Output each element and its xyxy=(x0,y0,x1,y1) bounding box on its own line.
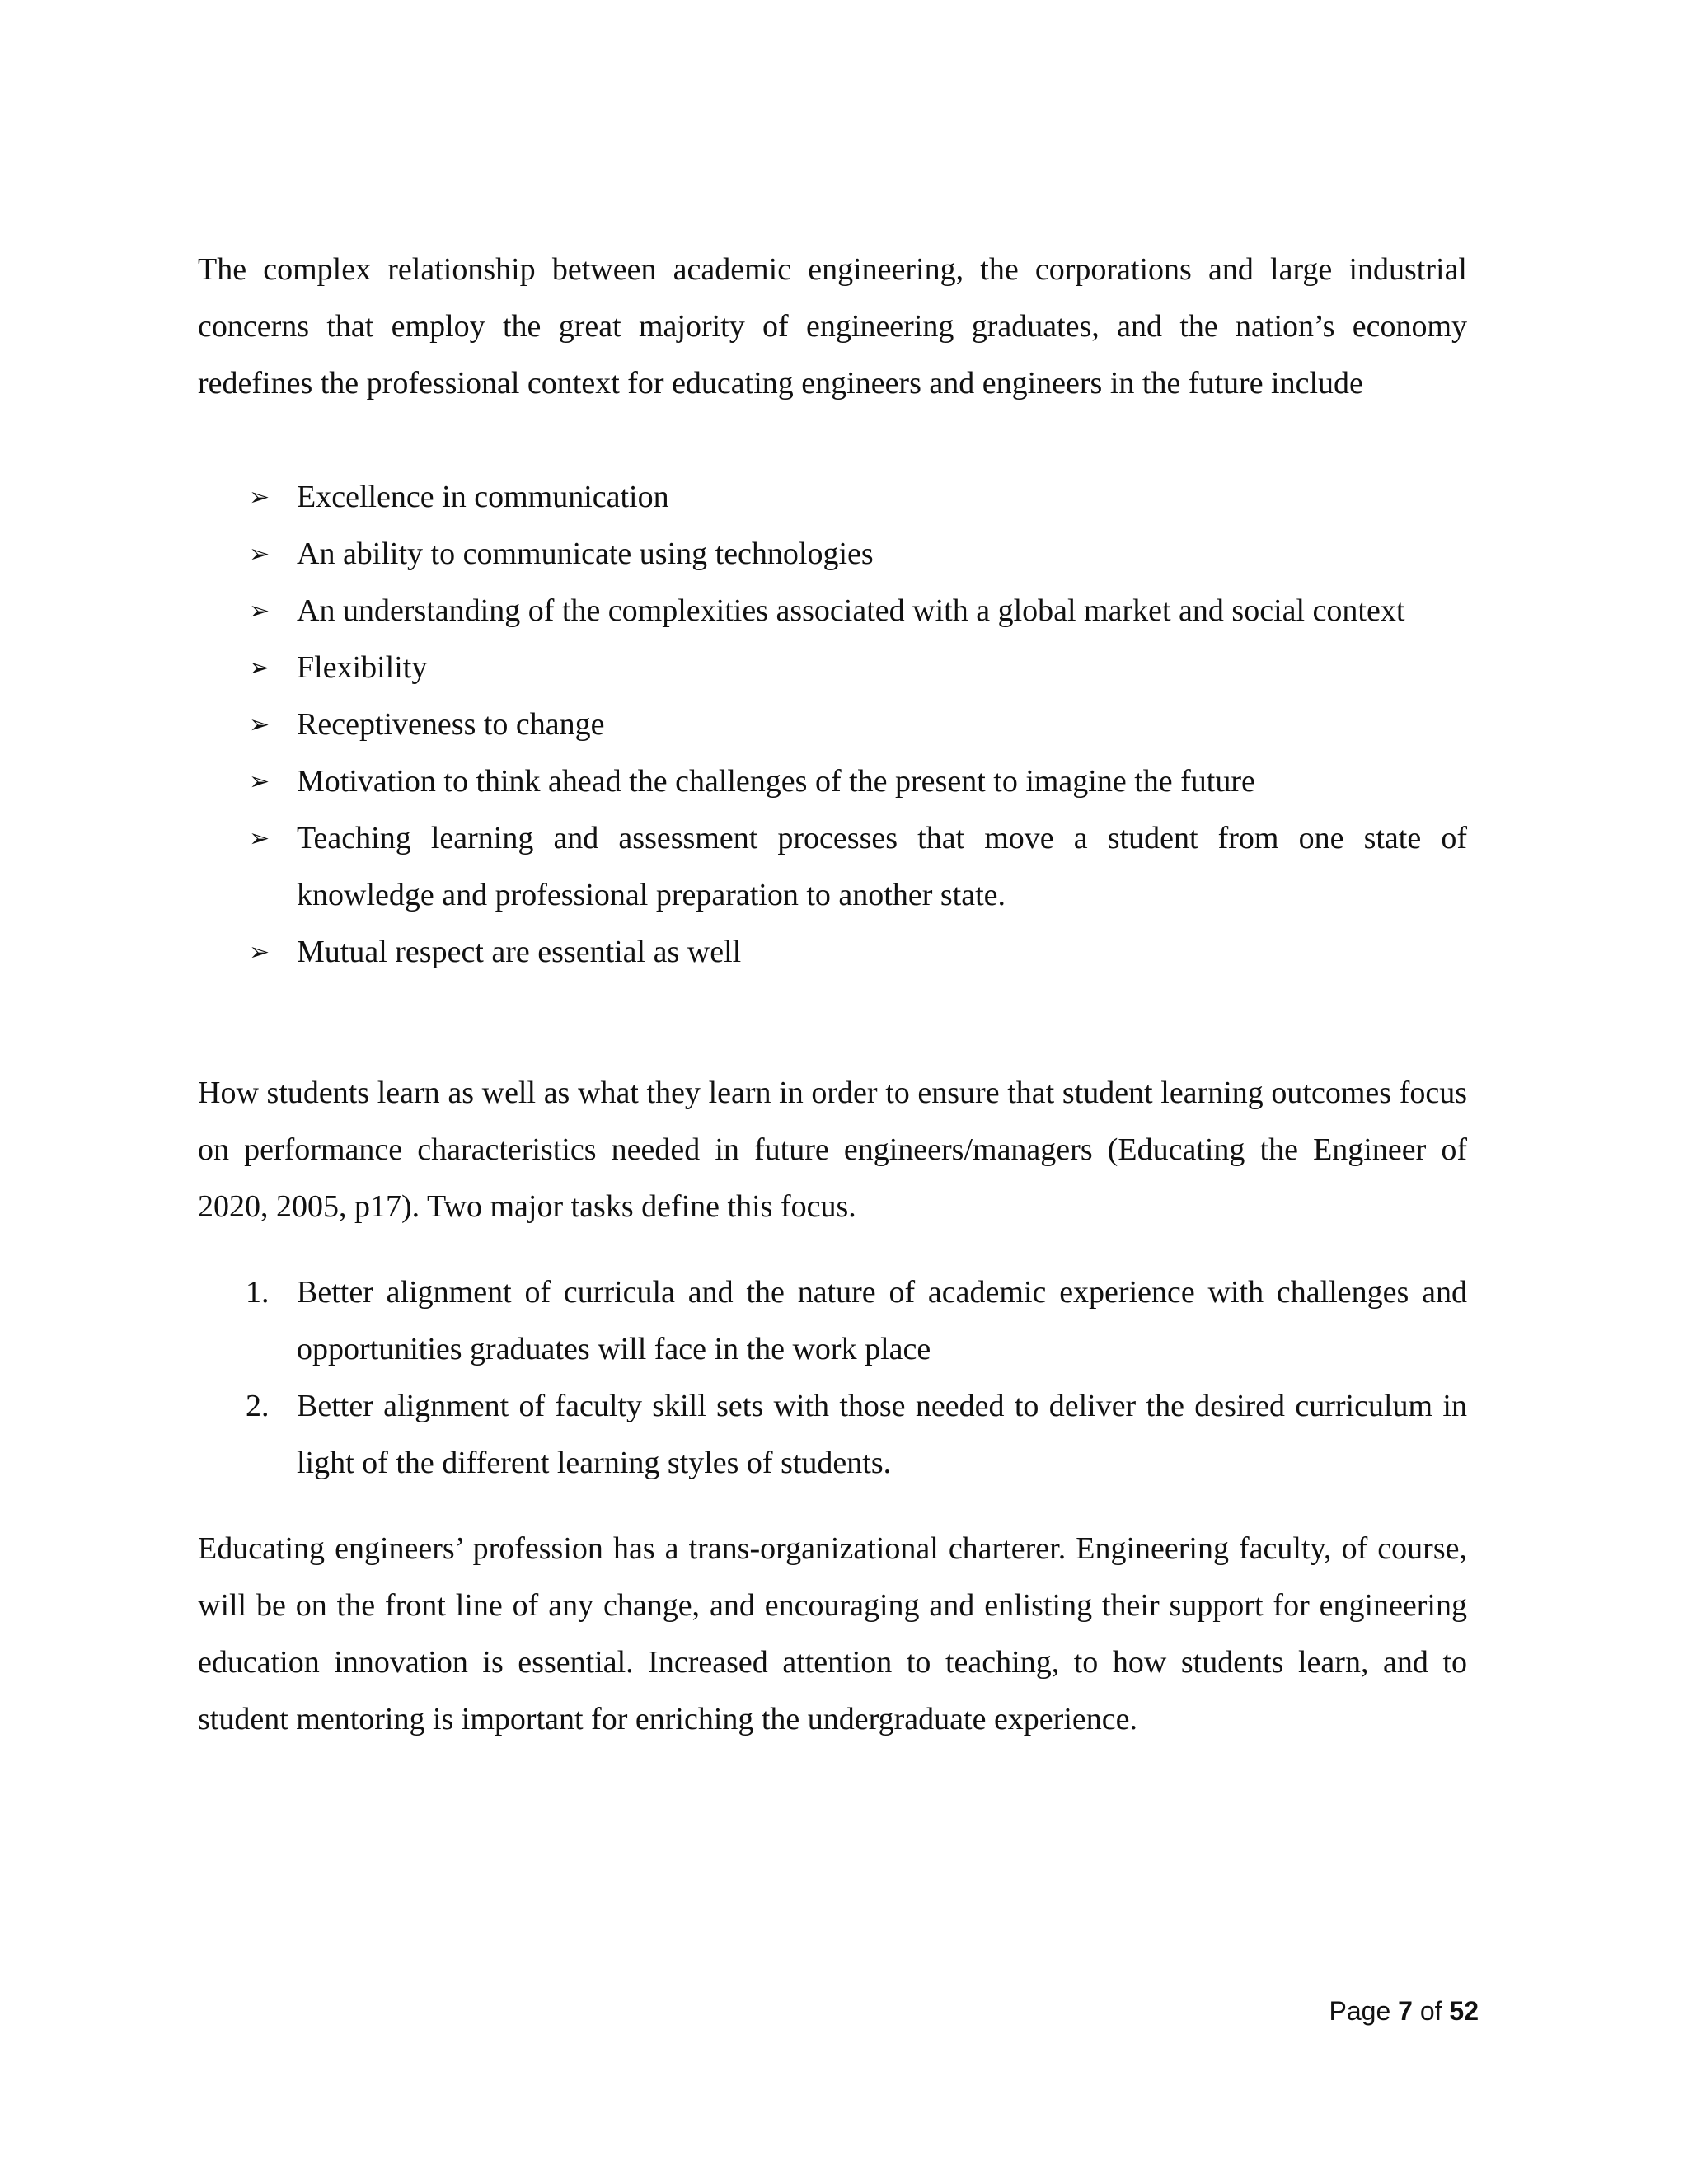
numbered-list xyxy=(198,1264,1467,1492)
arrow-bullet-icon: ➢ xyxy=(249,597,270,626)
current-page-number: 7 xyxy=(1398,1996,1413,2026)
list-item: ➢ An understanding of the complexities associated with a global market and social context xyxy=(198,583,1467,640)
list-item: ➢ Teaching learning and assessment processes that move a student from one state of knowledge and professional preparation to another state. xyxy=(198,810,1467,924)
arrow-bullet-icon: ➢ xyxy=(249,938,270,967)
focus-paragraph: How students learn as well as what they learn in order to ensure that student learning outcomes focus on performance characteristics needed in future engineers/managers (Educating the Engineer of 2020, 2005, p17). Two major tasks define this focus. xyxy=(198,1076,1467,1224)
list-item: ➢ Motivation to think ahead the challenges of the present to imagine the future xyxy=(198,753,1467,810)
arrow-bullet-icon: ➢ xyxy=(249,654,270,682)
bullet-list xyxy=(198,469,1467,981)
page-number-footer: Page 7 of 52 xyxy=(1329,1996,1479,2026)
page-content xyxy=(198,241,1467,1748)
numbered-list-item: 2. Better alignment of faculty skill sets with those needed to deliver the desired curriculum in light of the different learning styles of students. xyxy=(198,1378,1467,1492)
closing-paragraph: Educating engineers’ profession has a trans-organizational charterer. Engineering faculty, of course, will be on the front line of any change, and encouraging and enlisting their support for engineering education innovation is essential. Increased attention to teaching, to how students learn, and to student mentoring is important for enriching the undergraduate experience. xyxy=(198,1531,1467,1736)
list-number: 1. xyxy=(246,1275,270,1310)
list-item: ➢ An ability to communicate using technologies xyxy=(198,526,1467,583)
arrow-bullet-icon: ➢ xyxy=(249,483,270,512)
arrow-bullet-icon: ➢ xyxy=(249,540,270,569)
list-item: ➢ Flexibility xyxy=(198,640,1467,696)
arrow-bullet-icon: ➢ xyxy=(249,710,270,739)
arrow-bullet-icon: ➢ xyxy=(249,824,270,853)
list-item: ➢ Excellence in communication xyxy=(198,469,1467,526)
list-item: ➢ Mutual respect are essential as well xyxy=(198,924,1467,981)
numbered-list-item: 1. Better alignment of curricula and the nature of academic experience with challenges and opportunities graduates will face in the work place xyxy=(198,1264,1467,1378)
total-page-count: 52 xyxy=(1449,1996,1479,2026)
intro-paragraph: The complex relationship between academic engineering, the corporations and large industrial concerns that employ the great majority of engineering graduates, and the nation’s economy redefines the professional context for educating engineers and engineers in the future include xyxy=(198,252,1467,401)
list-number: 2. xyxy=(246,1389,270,1423)
list-item: ➢ Receptiveness to change xyxy=(198,696,1467,753)
arrow-bullet-icon: ➢ xyxy=(249,767,270,796)
section-spacer xyxy=(198,981,1467,1065)
